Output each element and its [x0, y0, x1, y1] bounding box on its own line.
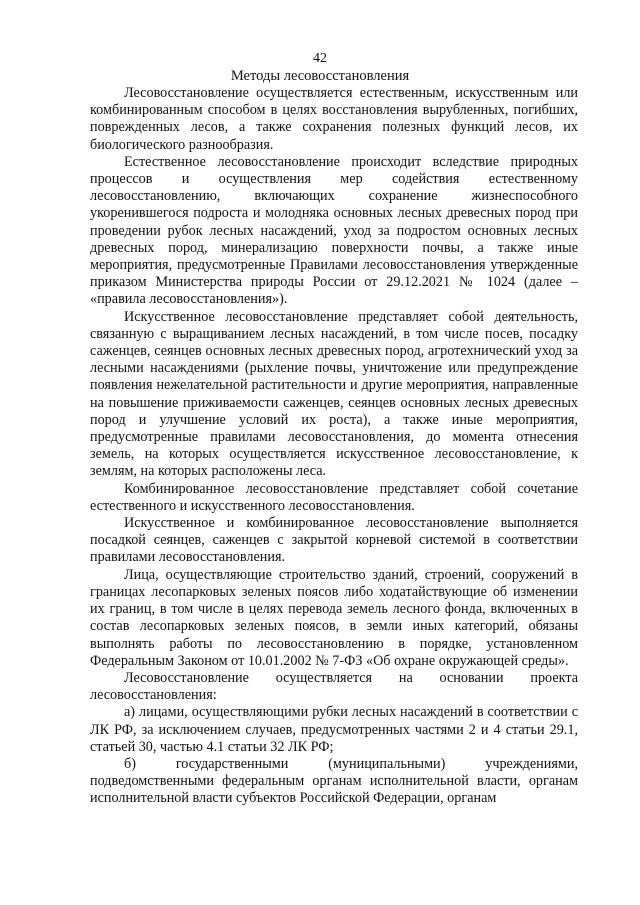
paragraph-green-belt-obligations: Лица, осуществляющие строительство зданий, строений, сооружений в границах лесопарковых зеленых поясов либо ходатайствующие об изменении их границ, в том числе в целях перевода земель лесного фонда, включенных в состав лесопарковых зеленых поясов, в земли иных категорий, обязаны выполнять работы по лесовосстановлению в порядке, установленном Федеральным Законом от 10.01.2002 № 7-ФЗ «Об охране окружающей среды». — [90, 566, 578, 669]
list-item-b: б) государственными (муниципальными) учреждениями, подведомственными федеральным органам исполнительной власти, органам исполнительной власти субъектов Российской Федерации, органам — [90, 755, 578, 807]
paragraph-natural-reforestation: Естественное лесовосстановление происходит вследствие природных процессов и осуществления мер содействия естественному лесовосстановлению, включающих сохранение жизнеспособного укоренившегося подроста и молодняка основных лесных древесных пород при проведении рубок лесных насаждений, уход за подростом основных лесных древесных пород, минерализацию поверхности почвы, а также иные мероприятия, предусмотренные Правилами лесовосстановления утвержденные приказом Министерства природы России от 29.12.2021 № 1024 (далее – «правила лесовосстановления»). — [90, 153, 578, 308]
paragraph-project-basis: Лесовосстановление осуществляется на основании проекта лесовосстановления: — [90, 669, 578, 704]
paragraph-planting-method: Искусственное и комбинированное лесовосстановление выполняется посадкой сеянцев, саженцев с закрытой корневой системой в соответствии правилами лесовосстановления. — [90, 515, 578, 566]
paragraph-artificial-reforestation: Искусственное лесовосстановление представляет собой деятельность, связанную с выращиванием лесных насаждений, в том числе посев, посадку саженцев, сеянцев основных лесных древесных пород, агротехнический уход за лесными насаждениями (рыхление почвы, уничтожение или предупреждение появления нежелательной растительности и другие мероприятия, направленные на повышение приживаемости саженцев, сеянцев основных лесных древесных пород и улучшение условий их роста), а также иные мероприятия, предусмотренные правилами лесовосстановления, до момента отнесения земель, на которых осуществляется искусственное лесовосстановление, к землям, на которых расположены леса. — [90, 308, 578, 480]
page-number: 42 — [313, 51, 327, 66]
section-heading: Методы лесовосстановления — [230, 68, 410, 84]
list-item-a: а) лицами, осуществляющими рубки лесных насаждений в соответствии с ЛК РФ, за исключением случаев, предусмотренных частями 2 и 4 статьи 29.1, статьей 30, частью 4.1 статьи 32 ЛК РФ; — [90, 704, 578, 755]
document-body — [90, 85, 578, 808]
paragraph-combined-reforestation: Комбинированное лесовосстановление представляет собой сочетание естественного и искусственного лесовосстановления. — [90, 480, 578, 514]
paragraph-intro: Лесовосстановление осуществляется естественным, искусственным или комбинированным способом в целях восстановления вырубленных, погибших, поврежденных лесов, а также сохранения полезных функций лесов, их биологического разнообразия. — [90, 85, 578, 153]
